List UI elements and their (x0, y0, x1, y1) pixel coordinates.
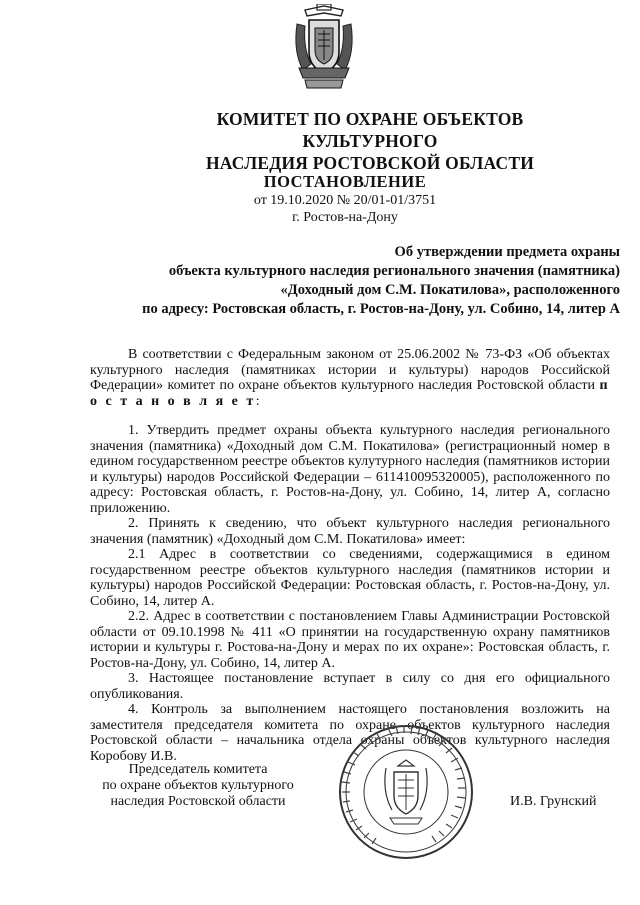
preamble-paragraph (90, 347, 610, 409)
document-number: от 19.10.2020 № 20/01-01/3751 (253, 193, 437, 208)
preamble-text: В соответствии с Федеральным законом от 25.06.2002 № 73-ФЗ «Об объектах культурного наследия (памятниках истории и культуры) народов Российской Федерации» комитет по охране объектов культурного наследия Ростовской области (90, 347, 610, 393)
title-line-4: по адресу: Ростовская область, г. Ростов-на-Дону, ул. Собино, 14, литер А (142, 301, 620, 317)
signer-position (88, 762, 308, 810)
coat-of-arms-emblem (291, 4, 357, 92)
official-seal-stamp (336, 722, 476, 862)
signer-line-3: наследия Ростовской области (110, 794, 286, 809)
title-line-2: объекта культурного наследия регионального значения (памятника) (168, 263, 620, 279)
signer-name: И.В. Грунский (510, 794, 597, 809)
document-city: г. Ростов-на-Дону (292, 210, 398, 225)
preamble-end: : (255, 393, 260, 409)
paragraph-4: 4. Контроль за выполнением настоящего постановления возложить на заместителя председателя комитета по охране объектов культурного наследия Ростовской области – начальника отдела охраны объектов культурного наследия Коробову И.В. (90, 702, 610, 764)
paragraph-2: 2. Принять к сведению, что объект культурного наследия регионального значения (памятник) «Доходный дом С.М. Покатилова» имеет: (90, 516, 610, 547)
signer-line-1: Председатель комитета (128, 762, 268, 777)
signer-line-2: по охране объектов культурного (102, 778, 294, 793)
preamble-verb: п о с т а н о в л я е т (90, 378, 611, 409)
document-title (100, 243, 620, 319)
document-type: ПОСТАНОВЛЕНИЕ (263, 172, 427, 191)
paragraph-2-1: 2.1 Адрес в соответствии со сведениями, содержащимися в едином государственном реестре объектов культурного наследия (памятников истории и культуры) народов Российской Федерации: Ростовская область, г. Ростов-на-Дону, ул. Собино, 14, литер А. (90, 547, 610, 609)
title-line-1: Об утверждении предмета охраны (394, 244, 620, 260)
document-body (90, 347, 610, 764)
committee-header (150, 108, 590, 174)
paragraph-3: 3. Настоящее постановление вступает в силу со дня его официального опубликования. (90, 671, 610, 702)
paragraph-2-2: 2.2. Адрес в соответствии с постановлением Главы Администрации Ростовской области от 09.10.1998 № 411 «О принятии на государственную охрану памятников истории и культуры г. Ростова-на-Дону и мерах по их охране»: Ростовская область, г. Ростов-на-Дону, ул. Собино, 14, литер А. (90, 609, 610, 671)
header-line-2: НАСЛЕДИЯ РОСТОВСКОЙ ОБЛАСТИ (205, 153, 535, 173)
title-line-3: «Доходный дом С.М. Покатилова», расположенного (280, 282, 620, 298)
header-line-1: КОМИТЕТ ПО ОХРАНЕ ОБЪЕКТОВ КУЛЬТУРНОГО (216, 109, 524, 151)
paragraph-1: 1. Утвердить предмет охраны объекта культурного наследия регионального значения (памятника) «Доходный дом С.М. Покатилова» (регистрационный номер в едином государственном реестре объектов кулутурного наследия (памятников истории и культуры) народов Российской Федерации – 611410095320005), расположенного по адресу: Ростовская область, г. Ростов-на-Дону, ул. Собино, 14, литер А, согласно приложению. (90, 423, 610, 516)
